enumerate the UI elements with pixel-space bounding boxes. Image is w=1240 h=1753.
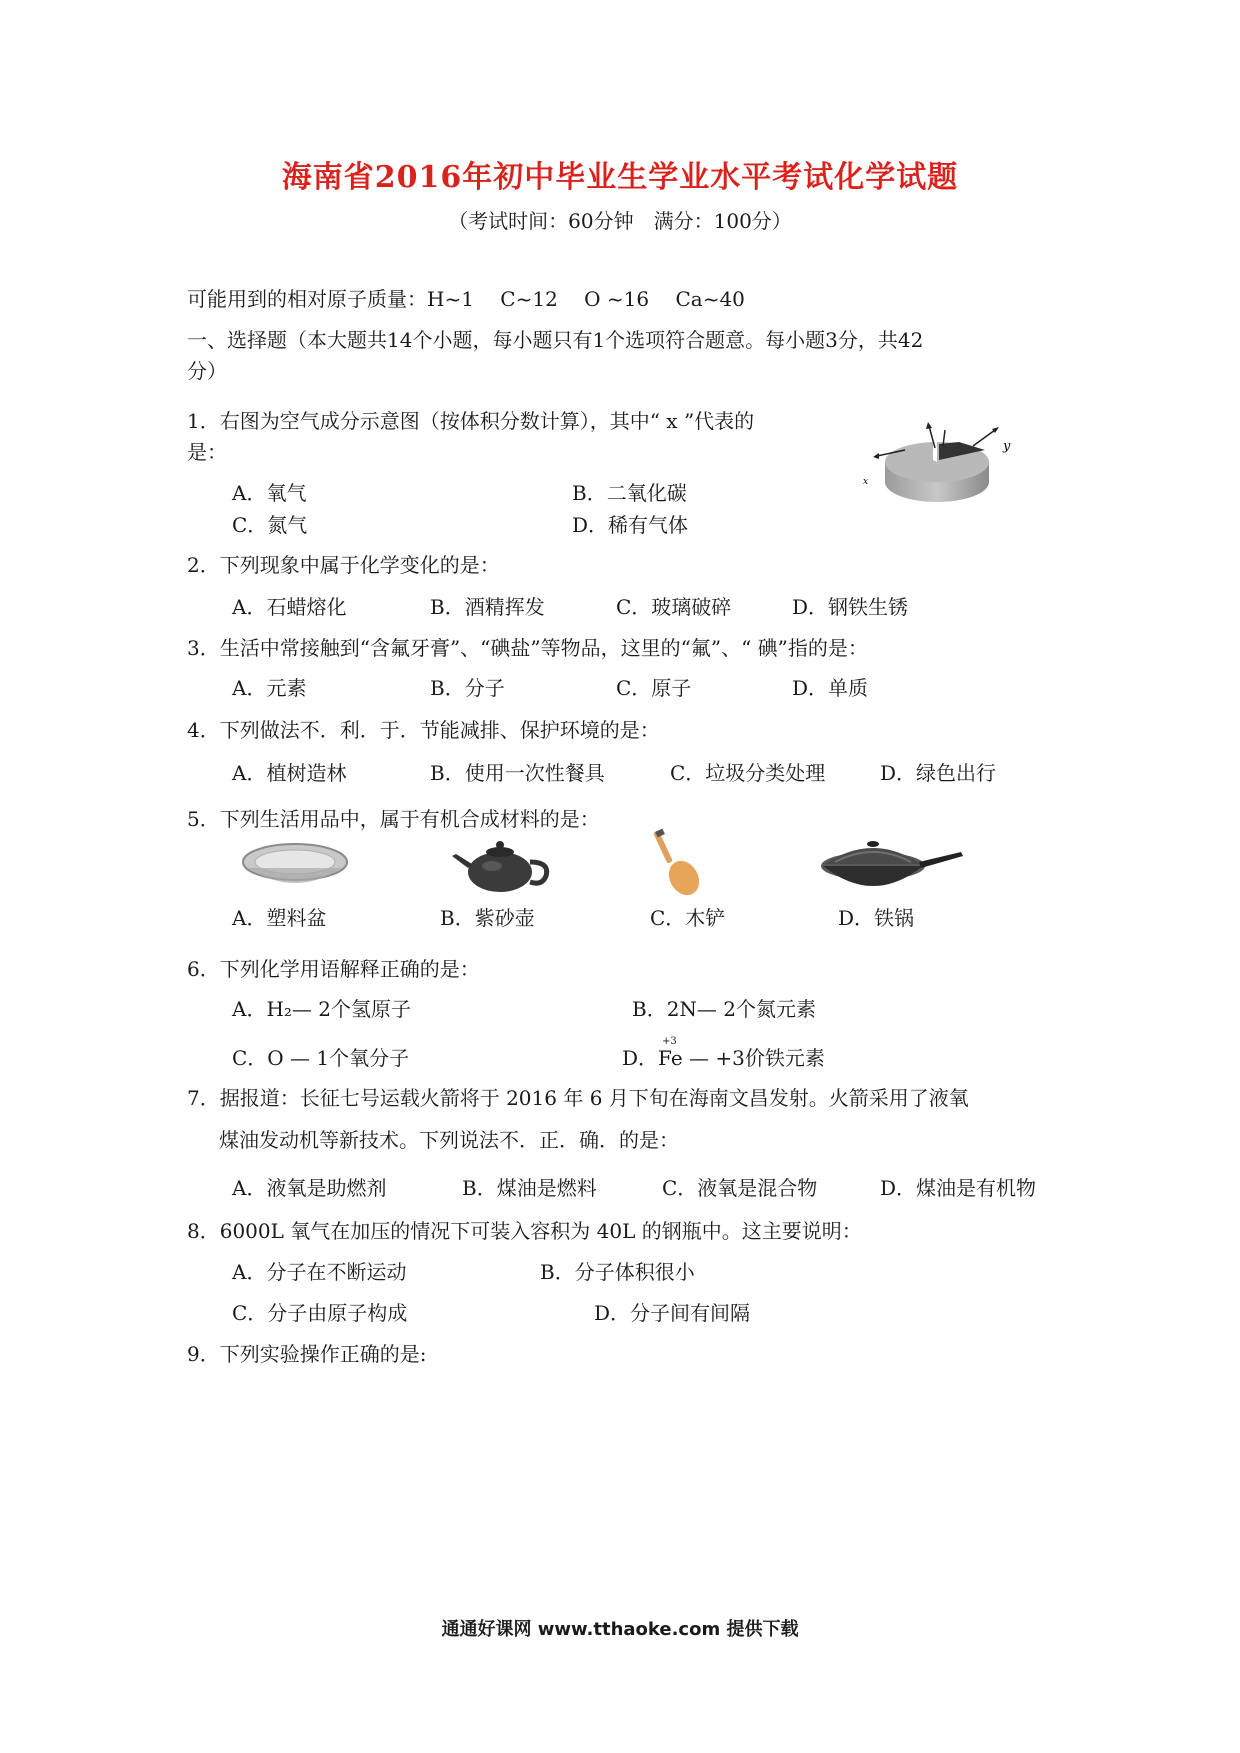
q7-option-d: D．煤油是有机物 xyxy=(880,1176,1037,1200)
q7-option-a: A．液氧是助燃剂 xyxy=(232,1176,387,1200)
iron-wok-image xyxy=(815,828,965,898)
q8-stem: 8．6000L 氧气在加压的情况下可装入容积为 40L 的钢瓶中。这主要说明： xyxy=(187,1219,862,1243)
q6-stem: 6．下列化学用语解释正确的是： xyxy=(187,957,480,981)
q8-option-b: B．分子体积很小 xyxy=(540,1260,695,1284)
fe-text: Fe xyxy=(658,1046,683,1070)
q2-stem: 2．下列现象中属于化学变化的是： xyxy=(187,553,500,577)
q1-option-b: B．二氧化碳 xyxy=(572,481,687,505)
fe-symbol xyxy=(658,1036,683,1070)
q7-option-b: B．煤油是燃料 xyxy=(462,1176,597,1200)
q6-option-a: A．H₂— 2个氢原子 xyxy=(232,997,411,1021)
fe-charge: +3 xyxy=(662,1036,677,1047)
q2-option-a: A．石蜡熔化 xyxy=(232,595,347,619)
q7-stem-cont: 煤油发动机等新技术。下列说法不．正．确．的是： xyxy=(219,1128,679,1152)
q6-option-b: B．2N— 2个氮元素 xyxy=(632,997,817,1021)
q7-stem: 7．据报道：长征七号运载火箭将于 2016 年 6 月下旬在海南文昌发射。火箭采用了液氧 xyxy=(187,1086,969,1110)
q5-stem: 5．下列生活用品中，属于有机合成材料的是： xyxy=(187,807,600,831)
q5-option-c: C．木铲 xyxy=(650,906,726,930)
air-composition-pie-figure xyxy=(855,420,1015,540)
q6-option-d xyxy=(622,1036,825,1071)
q6-option-d-text: — +3价铁元素 xyxy=(682,1046,825,1070)
q8-option-c: C．分子由原子构成 xyxy=(232,1301,408,1325)
q3-stem: 3．生活中常接触到“含氟牙膏”、“碘盐”等物品，这里的“氟”、“ 碘”指的是： xyxy=(187,636,868,660)
q4-option-b: B．使用一次性餐具 xyxy=(430,761,605,785)
q5-option-d: D．铁锅 xyxy=(838,906,915,930)
footer-source: 通通好课网 www.tthaoke.com 提供下载 xyxy=(441,1619,799,1640)
q9-stem: 9．下列实验操作正确的是: xyxy=(187,1342,427,1366)
clay-teapot-image xyxy=(450,832,560,897)
q4-option-c: C．垃圾分类处理 xyxy=(670,761,826,785)
q5-option-b: B．紫砂壶 xyxy=(440,906,535,930)
q6-option-d-prefix: D． xyxy=(622,1046,659,1070)
q3-option-a: A．元素 xyxy=(232,676,307,700)
atomic-masses: 可能用到的相对原子质量：H~1 C~12 O ~16 Ca~40 xyxy=(187,287,745,311)
q4-stem: 4．下列做法不．利．于．节能减排、保护环境的是： xyxy=(187,718,660,742)
q1-option-d: D．稀有气体 xyxy=(572,513,689,537)
pie-label-x: x xyxy=(863,477,869,487)
q3-option-c: C．原子 xyxy=(616,676,692,700)
wooden-spatula-image xyxy=(652,828,712,898)
q8-option-d: D．分子间有间隔 xyxy=(594,1301,751,1325)
q2-option-c: C．玻璃破碎 xyxy=(616,595,732,619)
section-heading: 一、选择题（本大题共14个小题，每小题只有1个选项符合题意。每小题3分，共42 xyxy=(187,328,924,352)
q4-option-d: D．绿色出行 xyxy=(880,761,997,785)
q8-option-a: A．分子在不断运动 xyxy=(232,1260,407,1284)
q3-option-b: B．分子 xyxy=(430,676,505,700)
q1-stem-cont: 是： xyxy=(187,440,227,464)
exam-info: （考试时间：60分钟 满分：100分） xyxy=(448,209,792,233)
q1-option-a: A．氧气 xyxy=(232,481,307,505)
q6-option-c: C．O — 1个氧分子 xyxy=(232,1046,410,1070)
q5-option-a: A．塑料盆 xyxy=(232,906,327,930)
q7-option-c: C．液氧是混合物 xyxy=(662,1176,818,1200)
pie-label-y: y xyxy=(1003,439,1011,454)
page-title: 海南省2016年初中毕业生学业水平考试化学试题 xyxy=(281,160,959,195)
q2-option-b: B．酒精挥发 xyxy=(430,595,545,619)
plastic-basin-image xyxy=(240,840,350,895)
q4-option-a: A．植树造林 xyxy=(232,761,347,785)
q1-stem: 1．右图为空气成分示意图（按体积分数计算），其中“ x ”代表的 xyxy=(187,409,755,433)
q3-option-d: D．单质 xyxy=(792,676,869,700)
q2-option-d: D．钢铁生锈 xyxy=(792,595,909,619)
q1-option-c: C．氮气 xyxy=(232,513,308,537)
section-heading-cont: 分） xyxy=(187,359,227,383)
